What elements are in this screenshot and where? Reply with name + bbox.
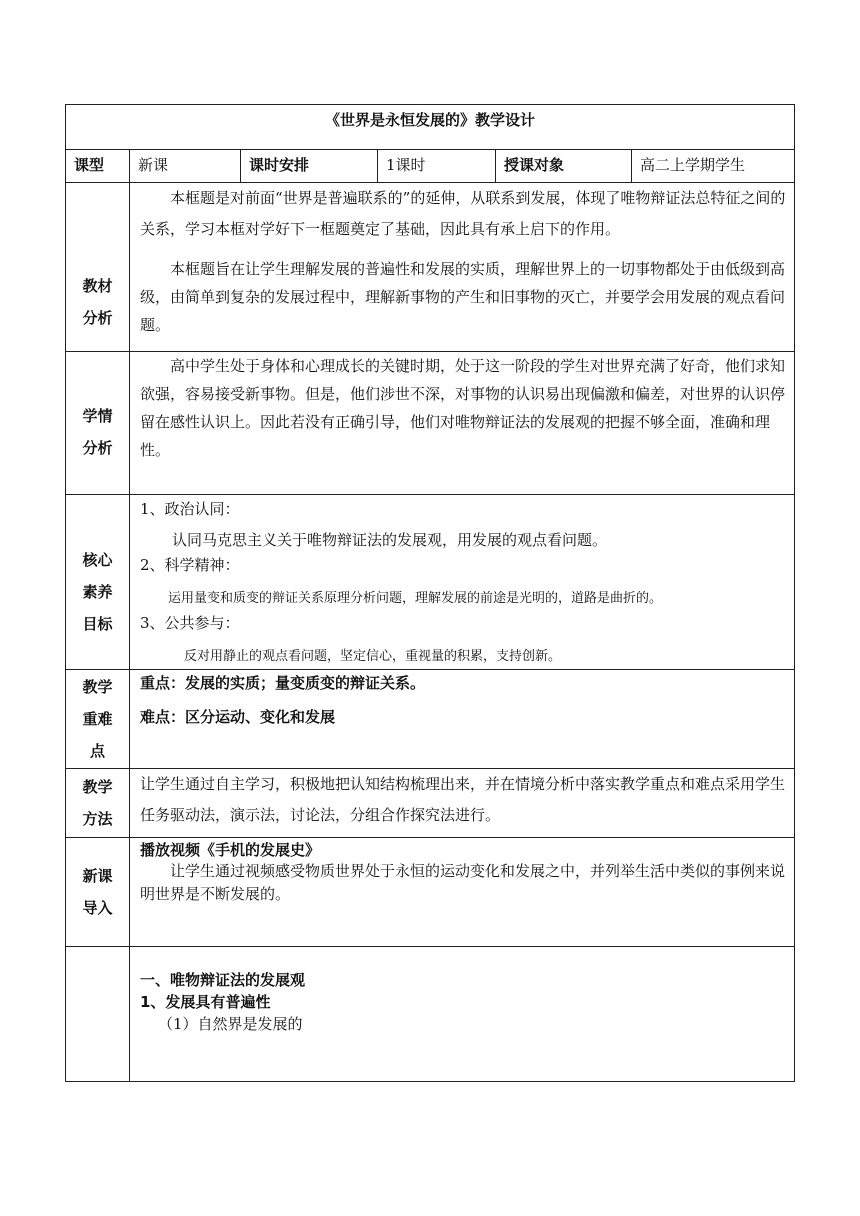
student-analysis-text: 高中学生处于身体和心理成长的关键时期，处于这一阶段的学生对世界充满了好奇，他们求知欲强，容易接受新事物。但是，他们涉世不深，对事物的认识易出现偏激和偏差，对世界的认识停留在感性认识上。因此若没有正确引导，他们对唯物辩证法的发展观的把握不够全面，准确和理性。 xyxy=(140,357,786,459)
teaching-methods-row xyxy=(66,769,795,838)
goal-2-text: 运用量变和质变的辩证关系原理分析问题，理解发展的前途是光明的，道路是曲折的。 xyxy=(168,591,663,606)
new-lesson-intro-content xyxy=(130,838,795,947)
type-value: 新课 xyxy=(130,150,241,183)
core-goals-label xyxy=(66,495,130,670)
student-label-line2: 分析 xyxy=(82,439,113,457)
audience-label: 授课对象 xyxy=(496,150,632,183)
teaching-process-row xyxy=(66,947,795,1082)
teaching-process-label xyxy=(66,947,130,1082)
intro-heading: 播放视频《手机的发展史》 xyxy=(140,841,321,859)
key-point-text: 重点：发展的实质；量变质变的辩证关系。 xyxy=(140,674,426,692)
student-analysis-content xyxy=(130,352,795,495)
goals-label-line1: 核心 xyxy=(82,551,113,569)
key-label-line2: 重难 xyxy=(82,710,113,728)
methods-label-line1: 教学 xyxy=(82,778,113,796)
intro-label-line2: 导入 xyxy=(82,899,113,917)
methods-label-line2: 方法 xyxy=(82,810,113,828)
goals-label-line3: 目标 xyxy=(82,615,113,633)
teaching-methods-content xyxy=(130,769,795,838)
textbook-analysis-row xyxy=(66,183,795,352)
key-label-line3: 点 xyxy=(89,742,105,760)
textbook-label-line1: 教材 xyxy=(82,277,113,295)
teaching-methods-label xyxy=(66,769,130,838)
hours-label: 课时安排 xyxy=(241,150,378,183)
hours-value: 1课时 xyxy=(378,150,496,183)
textbook-label-line2: 分析 xyxy=(82,309,113,327)
textbook-analysis-content xyxy=(130,183,795,352)
difficult-point-text: 难点：区分运动、变化和发展 xyxy=(140,708,336,726)
process-heading-2: 1、发展具有普遍性 xyxy=(140,993,271,1011)
student-analysis-row xyxy=(66,352,795,495)
document-title: 《世界是永恒发展的》教学设计 xyxy=(66,105,795,150)
teaching-process-content xyxy=(130,947,795,1082)
goals-label-line2: 素养 xyxy=(82,583,113,601)
core-goals-row xyxy=(66,495,795,670)
goal-2-title: 2、科学精神： xyxy=(140,556,240,574)
goal-1-title: 1、政治认同： xyxy=(140,500,240,518)
textbook-para-2: 本框题旨在让学生理解发展的普遍性和发展的实质，理解世界上的一切事物都处于由低级到高级，由简单到复杂的发展过程中，理解新事物的产生和旧事物的灭亡，并要学会用发展的观点看问题。 xyxy=(140,260,786,334)
new-lesson-intro-row xyxy=(66,838,795,947)
student-label-line1: 学情 xyxy=(82,407,113,425)
core-goals-content xyxy=(130,495,795,670)
key-points-content xyxy=(130,670,795,769)
teaching-methods-text: 让学生通过自主学习，积极地把认知结构梳理出来，并在情境分析中落实教学重点和难点采用学生任务驱动法，演示法，讨论法，分组合作探究法进行。 xyxy=(140,775,786,824)
student-analysis-label xyxy=(66,352,130,495)
intro-label-line1: 新课 xyxy=(82,867,113,885)
key-label-line1: 教学 xyxy=(82,678,113,696)
header-row xyxy=(66,150,795,183)
process-item-1: （1）自然界是发展的 xyxy=(158,1015,303,1033)
textbook-analysis-label xyxy=(66,183,130,352)
key-points-label xyxy=(66,670,130,769)
process-heading-1: 一、唯物辩证法的发展观 xyxy=(140,971,306,989)
lesson-plan-table xyxy=(65,104,795,1082)
audience-value: 高二上学期学生 xyxy=(632,150,795,183)
goal-3-title: 3、公共参与： xyxy=(140,614,240,632)
intro-text: 让学生通过视频感受物质世界处于永恒的运动变化和发展之中，并列举生活中类似的事例来说明世界是不断发展的。 xyxy=(140,862,786,903)
textbook-para-1: 本框题是对前面“世界是普遍联系的”的延伸，从联系到发展，体现了唯物辩证法总特征之间的关系，学习本框对学好下一框题奠定了基础，因此具有承上启下的作用。 xyxy=(140,189,786,238)
type-label: 课型 xyxy=(66,150,130,183)
goal-1-text: 认同马克思主义关于唯物辩证法的发展观，用发展的观点看问题。 xyxy=(172,531,608,549)
key-points-row xyxy=(66,670,795,769)
new-lesson-intro-label xyxy=(66,838,130,947)
goal-3-text: 反对用静止的观点看问题，坚定信心，重视量的积累，支持创新。 xyxy=(184,649,562,664)
